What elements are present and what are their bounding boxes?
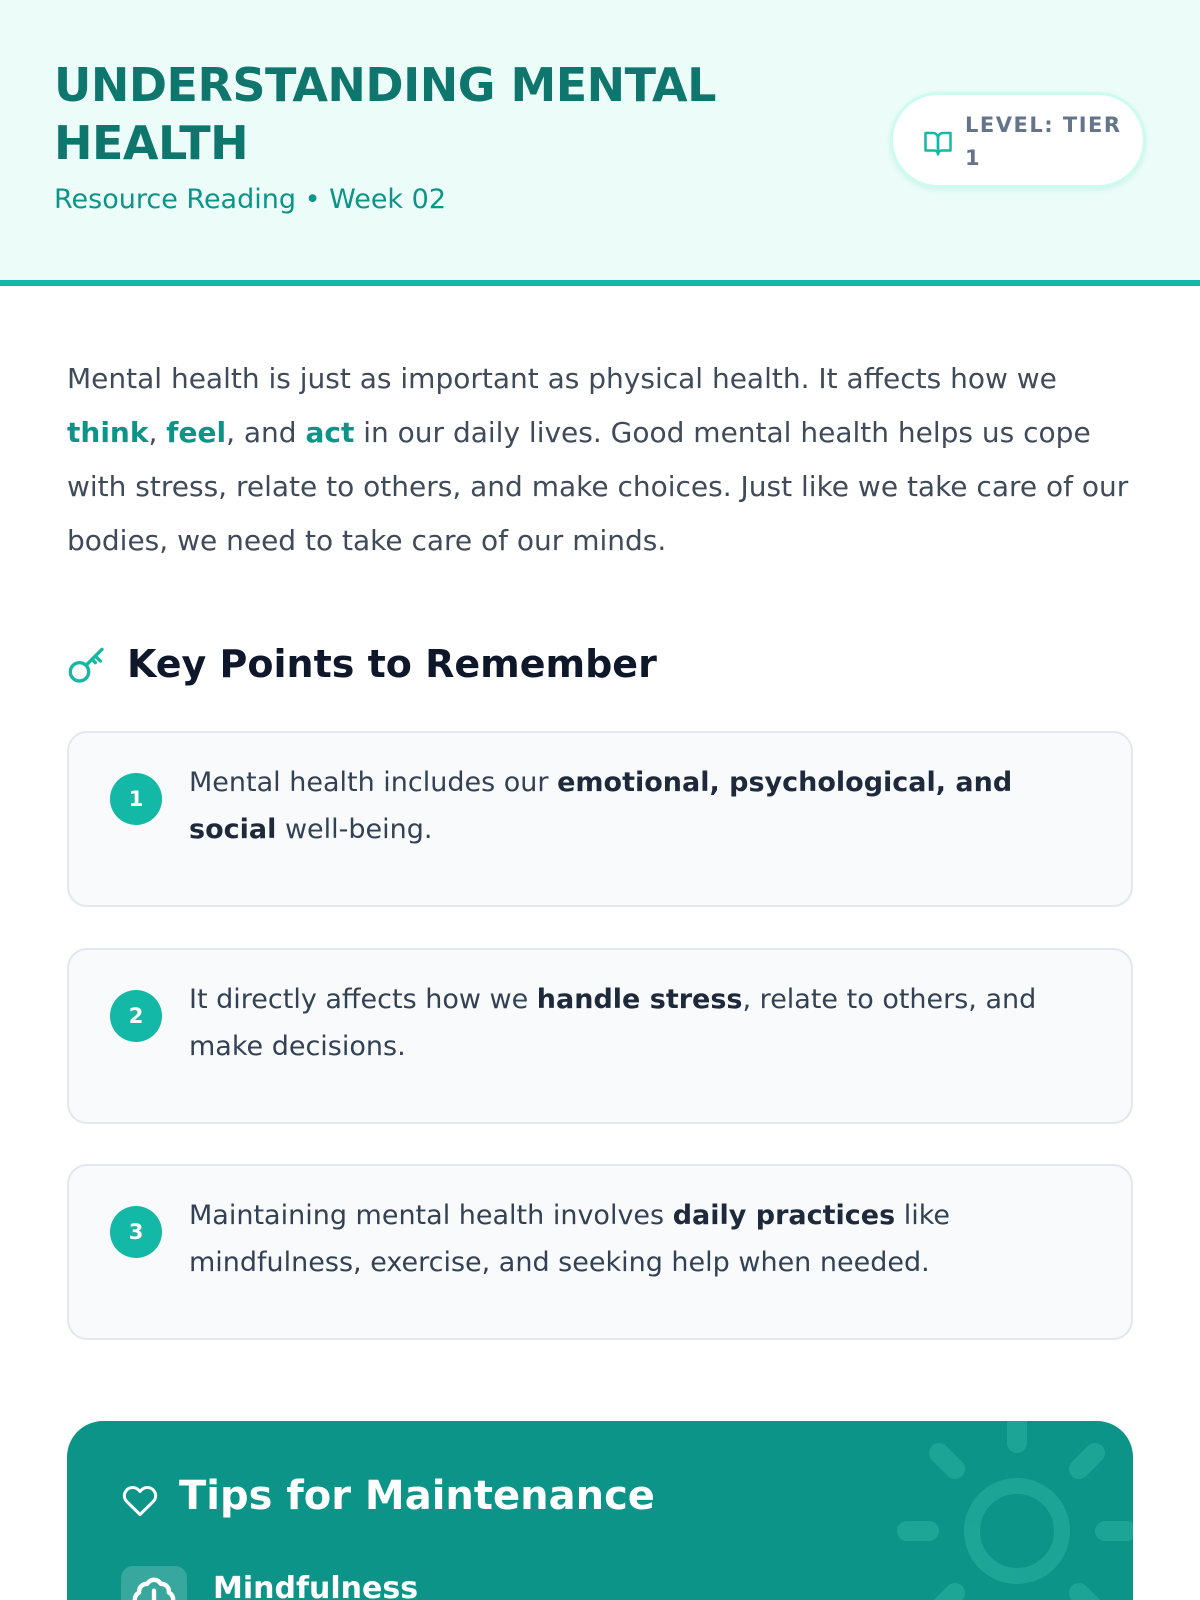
tip-label: Mindfulness: [213, 1571, 419, 1600]
tips-title: Tips for Maintenance: [179, 1473, 655, 1519]
key-point-number: 2: [110, 990, 162, 1042]
key-point-emphasis: daily practices: [672, 1200, 896, 1231]
key-point-card: [67, 948, 1133, 1124]
page-title: UNDERSTANDING MENTAL HEALTH: [54, 58, 716, 170]
key-point-card: [67, 731, 1133, 907]
intro-separator: ,: [148, 416, 167, 449]
key-point-text: [189, 759, 1089, 853]
intro-separator: , and: [226, 416, 306, 449]
key-point-number: 3: [110, 1206, 162, 1258]
key-point-emphasis: emotional, psychological, and social: [189, 767, 1013, 845]
brain-icon: [121, 1566, 187, 1600]
intro-text: in our daily lives. Good mental health helps us cope with stress, relate to others, and make choices. Just like we take care of our bodies, we need to take care of our minds.: [67, 416, 1129, 557]
key-points-title: Key Points to Remember: [127, 642, 657, 686]
keyword-think: think: [67, 416, 149, 449]
key-point-text-part: well-being.: [276, 814, 433, 845]
key-point-number: 1: [110, 773, 162, 825]
key-icon: [67, 646, 107, 686]
keyword-feel: feel: [166, 416, 227, 449]
key-point-text: [189, 1192, 1089, 1286]
level-badge: [890, 92, 1146, 188]
key-point-text-part: like mindfulness, exercise, and seeking help when needed.: [189, 1200, 951, 1278]
intro-text: Mental health is just as important as physical health. It affects how we: [67, 362, 1057, 395]
key-point-emphasis: handle stress: [536, 984, 743, 1015]
keyword-act: act: [305, 416, 355, 449]
key-point-card: [67, 1164, 1133, 1340]
heart-icon: [121, 1483, 159, 1519]
key-point-text-part: Maintaining mental health involves: [189, 1200, 673, 1231]
page-header: [0, 0, 1200, 286]
tips-panel: [67, 1421, 1133, 1600]
key-point-text-part: Mental health includes our: [189, 767, 558, 798]
intro-paragraph: [67, 352, 1147, 568]
book-open-icon: [923, 128, 953, 158]
key-point-text-part: , relate to others, and make decisions.: [189, 984, 1037, 1062]
tip-icon-box: [121, 1566, 187, 1600]
sun-icon: [887, 1421, 1133, 1600]
level-badge-label: LEVEL: TIER 1: [965, 113, 1122, 170]
page-subtitle: Resource Reading • Week 02: [54, 184, 447, 215]
key-point-text: [189, 976, 1089, 1070]
key-point-text-part: It directly affects how we: [189, 984, 537, 1015]
